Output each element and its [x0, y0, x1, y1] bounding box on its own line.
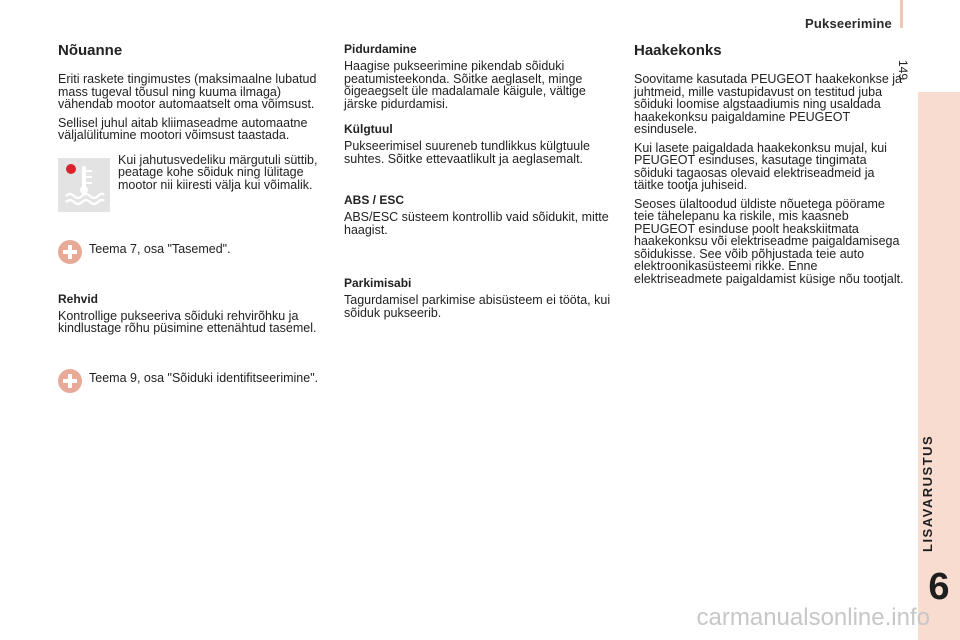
column-2 [344, 42, 614, 325]
crosswind-heading: Külgtuul [344, 122, 393, 136]
note-levels-text: Teema 7, osa "Tasemed". [89, 241, 231, 256]
tyres-text: Kontrollige pukseeriva sõiduki rehvirõhku ja kindlustage rõhu püsimine ettenähtud tasemel. [58, 308, 317, 335]
chapter-side-tab [918, 92, 960, 640]
coolant-warning-text: Kui jahutusvedeliku märgutuli süttib, peatage kohe sõiduk ning lülitage mootor nii kiiresti välja kui võimalik. [118, 152, 318, 192]
note-vehicle-identification [58, 369, 320, 393]
section-heading-advice: Nõuanne [58, 42, 123, 59]
note-vehicle-identification-text: Teema 9, osa "Sõiduki identifitseerimine". [89, 370, 319, 385]
column-3 [634, 42, 904, 291]
chapter-number: 6 [928, 566, 950, 608]
towbar-paragraph-1: Soovitame kasutada PEUGEOT haakekonkse ja juhtmeid, mille vastupidavust on testitud juba sõiduki loomise algstaadiumis ning usaldada haakekonksu paigaldamine PEUGEOT esindusele. [634, 72, 902, 136]
towbar-paragraph-2: Kui lasete paigaldada haakekonksu mujal, kui PEUGEOT esinduses, kasutage tingimata sõiduki tagaosas olevaid elektriseadmeid ja täitke tootja juhiseid. [634, 140, 887, 192]
tyres-heading: Rehvid [58, 291, 99, 306]
abs-esc-text: ABS/ESC süsteem kontrollib vaid sõidukit, mitte haagist. [344, 210, 609, 237]
abs-esc-heading: ABS / ESC [344, 193, 405, 207]
parking-assist-text: Tagurdamisel parkimise abisüsteem ei tööta, kui sõiduk pukseerib. [344, 293, 611, 320]
parking-assist-heading: Parkimisabi [344, 276, 412, 290]
plus-icon [58, 240, 82, 264]
chapter-label: LISAVARUSTUS [920, 434, 935, 552]
brakes-heading: Pidurdamine [344, 42, 417, 56]
brakes-text: Haagise pukseerimine pikendab sõiduki peatumisteekonda. Sõitke aeglaselt, minge õigeaegselt üle madalamale käigule, vältige järske pidurdamisi. [344, 59, 586, 111]
advice-paragraph-2: Sellisel juhul aitab kliimaseadme automaatne väljalülitumine mootori võimsust taastada. [58, 115, 308, 142]
watermark: carmanualsonline.info [696, 604, 930, 631]
crosswind-text: Pukseerimisel suureneb tundlikkus külgtuule suhtes. Sõitke ettevaatlikult ja aeglasemalt. [344, 139, 590, 166]
column-1 [58, 42, 320, 393]
page-number: 149 [896, 60, 910, 81]
coolant-temperature-warning-icon [58, 158, 110, 212]
towbar-paragraph-3: Seoses ülaltoodud üldiste nõuetega pöörame teie tähelepanu ka riskile, mis kaasneb PEUGEOT esinduse poolt heakskiitmata haakekonksu või elektriseadme paigaldamisega sõidukisse. See võib põhjustada teie auto elektroonikasüsteemi rikke. Enne elektriseadmete paigaldamist küsige nõu tootjalt. [634, 196, 904, 286]
coolant-warning-box [58, 154, 320, 212]
header-accent-bar [900, 0, 903, 28]
note-levels [58, 240, 320, 264]
running-header: Pukseerimine [805, 16, 892, 31]
plus-icon [58, 369, 82, 393]
section-heading-towbar: Haakekonks [634, 42, 722, 59]
advice-paragraph-1: Eriti raskete tingimustes (maksimaalne lubatud mass tugeval tõusul ning kuuma ilmaga) vähendab mootor automaatselt oma võimsust. [58, 72, 317, 111]
